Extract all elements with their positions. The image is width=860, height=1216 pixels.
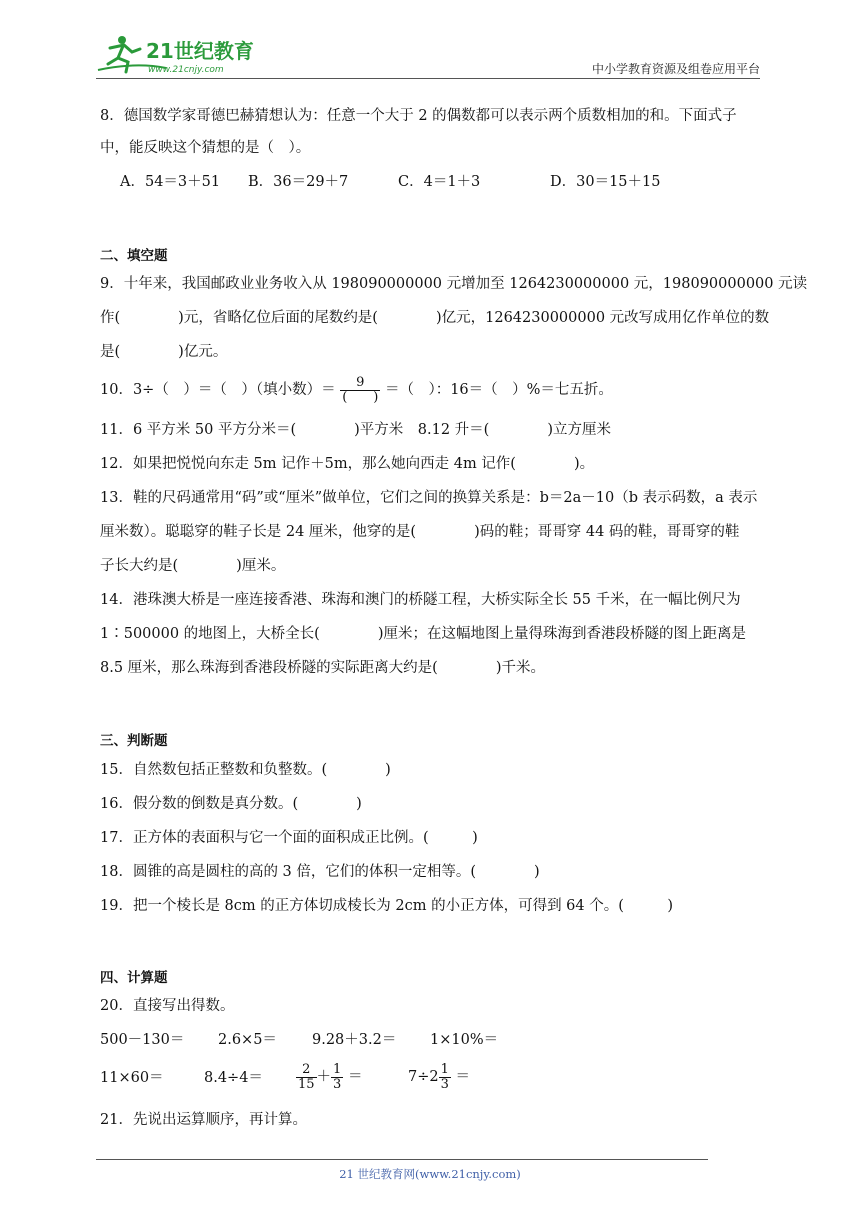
q8-line2: 中，能反映这个猜想的是（ ）。	[100, 140, 311, 156]
runner-logo-icon	[96, 32, 266, 76]
q13-line2: 厘米数）。聪聪穿的鞋子长是 24 厘米，他穿的是( )码的鞋；哥哥穿 44 码的鞋，哥哥穿的鞋	[100, 524, 740, 540]
q10-pre: 10．3÷（ ）＝（ ）（填小数）＝	[100, 382, 336, 398]
q20-frac3-num: 1	[440, 1061, 449, 1077]
q10-fraction	[340, 376, 380, 405]
q12: 12．如果把悦悦向东走 5m 记作＋5m，那么她向西走 4m 记作( )。	[100, 456, 595, 472]
q9-line2: 作( )元，省略亿位后面的尾数约是( )亿元，1264230000000 元改写成用亿作单位的数	[100, 310, 770, 326]
footer-text: 21 世纪教育网(www.21cnjy.com)	[339, 1167, 521, 1181]
q8-line1: 8．德国数学家哥德巴赫猜想认为：任意一个大于 2 的偶数都可以表示两个质数相加的和。下面式子	[100, 108, 737, 124]
q21: 21．先说出运算顺序，再计算。	[100, 1112, 307, 1128]
q10	[100, 371, 613, 409]
svg-text:www.21cnjy.com: www.21cnjy.com	[148, 65, 224, 75]
platform-name: 中小学教育资源及组卷应用平台	[591, 62, 760, 76]
q8-option-d: D．30＝15＋15	[550, 174, 661, 190]
q15: 15．自然数包括正整数和负整数。( )	[100, 762, 391, 778]
q9-line1: 9．十年来，我国邮政业业务收入从 198090000000 元增加至 1264230000000 元，198090000000 元读	[100, 276, 808, 292]
header-divider	[96, 78, 760, 79]
q20-equals1: ＝	[347, 1069, 363, 1085]
q20-frac1-den: 15	[298, 1076, 315, 1092]
q19: 19．把一个棱长是 8cm 的正方体切成棱长为 2cm 的小正方体，可得到 64 个。( )	[100, 898, 674, 914]
q14-line3: 8.5 厘米，那么珠海到香港段桥隧的实际距离大约是( )千米。	[100, 660, 545, 676]
section-fill-blank: 二、填空题	[100, 248, 168, 264]
q20-plus: ＋	[316, 1069, 332, 1085]
q20-item-7	[296, 1058, 362, 1096]
q20-item-4: 1×10%＝	[430, 1032, 499, 1048]
q18: 18．圆锥的高是圆柱的高的 3 倍，它们的体积一定相等。( )	[100, 864, 540, 880]
page-header	[96, 32, 760, 80]
q20-title: 20．直接写出得数。	[100, 998, 235, 1014]
q8-option-a: A．54＝3＋51	[120, 174, 221, 190]
svg-text:21世纪教育: 21世纪教育	[146, 39, 254, 63]
q20-divide: 7÷2	[408, 1069, 439, 1085]
q20-frac3-den: 3	[440, 1076, 449, 1092]
q16: 16．假分数的倒数是真分数。( )	[100, 796, 362, 812]
q8-option-c: C．4＝1＋3	[398, 174, 481, 190]
q10-post: ＝（ ）：16＝（ ）%＝七五折。	[384, 382, 613, 398]
q20-item-2: 2.6×5＝	[218, 1032, 277, 1048]
q10-numerator: 9	[340, 376, 380, 391]
q17: 17．正方体的表面积与它一个面的面积成正比例。( )	[100, 830, 478, 846]
footer-divider	[96, 1159, 708, 1160]
q20-item-3: 9.28＋3.2＝	[312, 1032, 397, 1048]
q10-denominator: ( )	[342, 389, 379, 405]
q20-frac2-den: 3	[333, 1076, 342, 1092]
q20-frac1-num: 2	[296, 1063, 317, 1078]
q9-line3: 是( )亿元。	[100, 344, 228, 360]
section-true-false: 三、判断题	[100, 733, 168, 749]
q20-item-1: 500－130＝	[100, 1032, 185, 1048]
q20-frac2-num: 1	[333, 1061, 342, 1077]
q13-line1: 13．鞋的尺码通常用“码”或“厘米”做单位，它们之间的换算关系是：b＝2a－10（b 表示码数，a 表示	[100, 490, 758, 506]
q20-frac2	[331, 1063, 343, 1092]
q20-item-5: 11×60＝	[100, 1070, 164, 1086]
q20-item-6: 8.4÷4＝	[204, 1070, 263, 1086]
section-calculation: 四、计算题	[100, 970, 168, 986]
logo	[96, 32, 266, 76]
q20-equals2: ＝	[455, 1069, 470, 1085]
q20-frac3	[439, 1063, 451, 1092]
q14-line2: 1∶500000 的地图上，大桥全长( )厘米；在这幅地图上量得珠海到香港段桥隧的图上距离是	[100, 626, 746, 642]
q8-option-b: B．36＝29＋7	[248, 174, 349, 190]
q20-item-8	[408, 1058, 470, 1096]
q14-line1: 14．港珠澳大桥是一座连接香港、珠海和澳门的桥隧工程，大桥实际全长 55 千米，在一幅比例尺为	[100, 592, 741, 608]
q13-line3: 子长大约是( )厘米。	[100, 558, 286, 574]
q11: 11．6 平方米 50 平方分米＝( )平方米 8.12 升＝( )立方厘米	[100, 422, 611, 438]
q20-frac1	[296, 1063, 317, 1092]
